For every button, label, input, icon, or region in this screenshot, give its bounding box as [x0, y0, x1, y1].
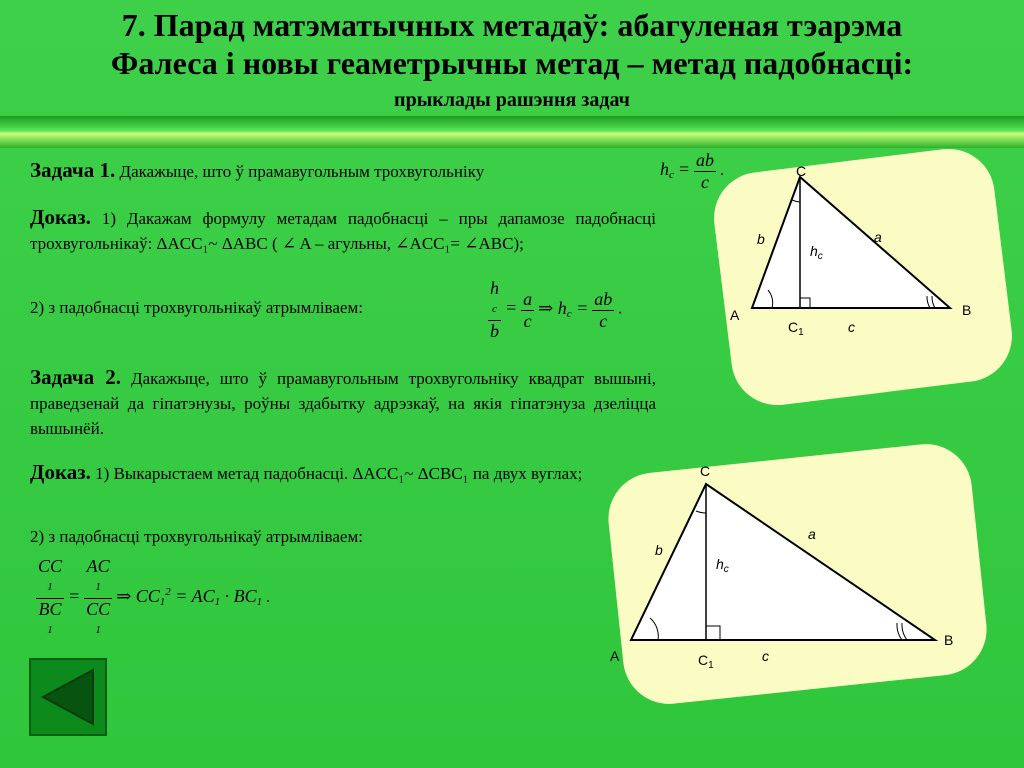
task2-head: Задача 2. [30, 365, 121, 389]
fig2-label-A: A [610, 648, 620, 664]
slide-subtitle: прыклады рашэння задач [394, 89, 630, 111]
task1-proof-p2: 2) з падобнасці трохвугольнікаў атрымліваем: [30, 298, 363, 317]
fig1-label-a: a [874, 229, 882, 245]
title-line-2: Фалеса і новы геаметрычны метад – метад падобнасці: [110, 45, 914, 81]
fig2-label-a: a [808, 526, 816, 542]
task2-statement [30, 365, 656, 441]
task1-text: Дакажыце, што ў прамавугольным трохвугольніку [119, 162, 485, 181]
fig2-label-B: B [944, 632, 954, 648]
triangle-left-icon [31, 660, 105, 734]
task1-result-formula: h c b = $\frac{a}{c}$ ⇒ $h_c$ = $\frac{ab}{c}$ . [490, 278, 623, 341]
task2-proof [30, 460, 656, 486]
divider-band [0, 116, 1024, 148]
figure2-triangle [600, 455, 980, 695]
fig2-label-b: b [655, 542, 663, 558]
fig2-label-C: C [700, 463, 711, 479]
fig1-label-h: $h_c$ [810, 243, 823, 262]
task1-proof-head: Доказ. [30, 205, 91, 229]
fig2-label-C1: $C_1$ [698, 652, 714, 671]
task1-statement [30, 158, 660, 184]
task2-result-formula: CC 1 BC 1 = AC 1 CC 1 ⇒ $CC_1^2 = AC_1 \cdot BC_1$ . [38, 556, 271, 636]
task1-formula: $h_c$ = $\frac{ab}{c}$ . [660, 150, 725, 192]
fig1-label-C1: $C_1$ [788, 319, 804, 338]
fig1-label-c: c [848, 319, 855, 335]
task1-head: Задача 1. [30, 158, 116, 182]
back-button[interactable] [29, 658, 107, 736]
task2-proof-p2: 2) з падобнасці трохвугольнікаў атрымліваем: [30, 527, 363, 546]
task2-proof-p1: 1) Выкарыстаем метад падобнасці. ΔACC₁~ ΔCBC₁ па двух вуглах; [95, 464, 583, 483]
fig1-label-b: b [757, 231, 765, 247]
task2-proof-head: Доказ. [30, 460, 91, 484]
figure1-triangle [722, 160, 1012, 400]
fig1-label-C: C [796, 163, 807, 179]
fig2-label-c: c [762, 648, 769, 664]
task1-proof-p1: 1) Дакажам формулу метадам падобнасці – пры дапамозе падобнасці трохвугольнікаў: ΔACC₁~ ΔABC ( ∠ A – агульны, ∠ACC₁= ∠ABC); [30, 209, 656, 253]
slide-title [0, 6, 1024, 82]
title-line-1: 7. Парад матэматычных метадаў: абагуленая тэарэма [121, 7, 903, 43]
fig1-label-A: A [730, 307, 740, 323]
task2-text: Дакажыце, што ў прамавугольным трохвугольніку квадрат вышыні, праведзенай да гіпатэнузы, роўны здабытку адрэзкаў, на якія гіпатэнуза дзеліцца вышынёй. [30, 369, 656, 438]
fig2-label-h: $h_c$ [716, 556, 729, 575]
fig1-label-B: B [962, 302, 972, 318]
task1-proof [30, 205, 656, 256]
